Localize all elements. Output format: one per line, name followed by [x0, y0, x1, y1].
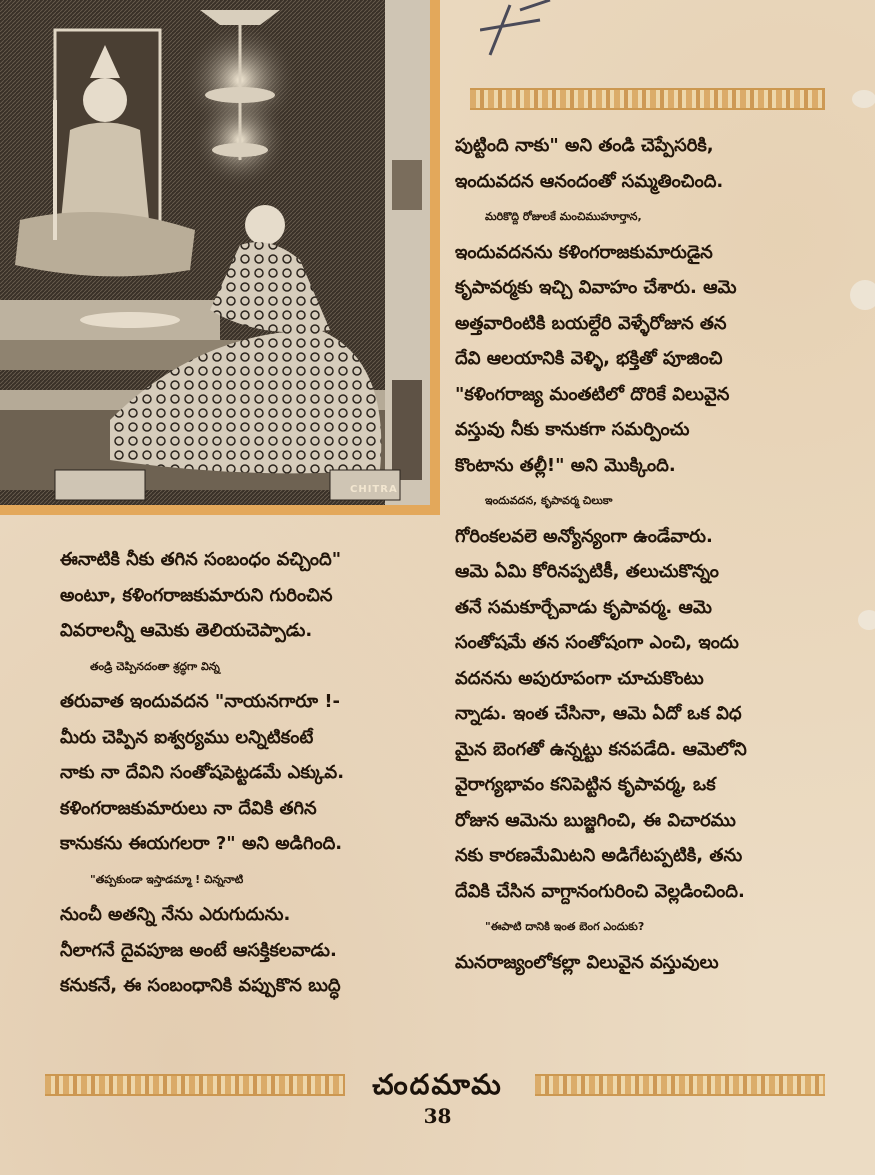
paper-stain: [850, 280, 875, 310]
text-line: "తప్పకుండా ఇస్తాడమ్మా ! చిన్ననాటి: [90, 872, 244, 886]
text-line: గోరింకలవలె అన్యోన్యంగా ఉండేవారు.: [455, 525, 713, 547]
text-line: నుంచీ అతన్ని నేను ఎరుగుదును.: [60, 904, 291, 925]
text-line: తండ్రి చెప్పినదంతా శ్రద్ధగా విన్న: [90, 659, 220, 673]
right-text-column: [455, 128, 825, 980]
text-line: నీలాగనే దైవపూజ అంటే ఆసక్తికలవాడు.: [60, 939, 337, 961]
left-text-column: [60, 542, 440, 1004]
text-line: ఇందువదనను కళింగరాజకుమారుడైన: [455, 241, 713, 263]
text-line: కళింగరాజకుమారులు నా దేవికి తగిన: [60, 797, 317, 819]
text-line: నకు కారణమేమిటని అడిగేటప్పటికి, తను: [455, 845, 743, 866]
text-line: "కళింగరాజ్య మంతటిలో దొరికే విలువైన: [455, 383, 730, 405]
text-line: మీరు చెప్పిన ఐశ్వర్యము లన్నిటికంటే: [60, 726, 314, 748]
story-illustration: [0, 0, 440, 515]
text-line: మనరాజ్యంలోకల్లా విలువైన వస్తువులు: [455, 951, 719, 973]
paper-stain: [852, 90, 875, 108]
handwritten-mark: [480, 0, 560, 70]
text-line: ఆమె ఏమి కోరినప్పటికీ, తలుచుకొన్నం: [455, 561, 719, 582]
text-line: వైరాగ్యభావం కనిపెట్టిన కృపావర్మ, ఒక: [455, 774, 716, 795]
text-line: నాకు నా దేవిని సంతోషపెట్టడమే ఎక్కువ.: [60, 762, 345, 783]
paper-stain: [858, 610, 875, 630]
text-line: వదనను అపురూపంగా చూచుకొంటు: [455, 667, 704, 689]
text-line: ఇందువదన, కృపావర్మ చిలుకా: [485, 494, 613, 507]
text-line: తరువాత ఇందువదన "నాయనగారూ !-: [60, 691, 340, 712]
text-line: తనే సమకూర్చేవాడు కృపావర్మ. ఆమె: [455, 596, 712, 618]
text-line: సంతోషమే తన సంతోషంగా ఎంచి, ఇందు: [455, 632, 739, 653]
top-ornament-band: [470, 88, 825, 110]
text-line: మైన బెంగతో ఉన్నట్టు కనపడేది. ఆమెలోని: [455, 738, 747, 760]
text-line: రోజున ఆమెను బుజ్జగించి, ఈ విచారము: [455, 809, 736, 831]
text-line: కానుకను ఈయగలరా ?" అని అడిగింది.: [60, 833, 343, 854]
page-number: 38: [423, 1104, 452, 1128]
text-line: అంటూ, కళింగరాజకుమారుని గురించిన: [60, 584, 333, 606]
magazine-masthead: చందమామ: [372, 1068, 503, 1101]
text-line: వివరాలన్నీ ఆమెకు తెలియచెప్పాడు.: [60, 620, 313, 641]
text-line: కనుకనే, ఈ సంబంధానికి వప్పుకొన బుద్ధి: [60, 975, 341, 996]
text-line: పుట్టింది నాకు" అని తండి చెప్పేసరికి,: [455, 135, 714, 156]
temple-scene-image: [0, 0, 440, 515]
text-line: "ఈపాటి దానికి ఇంత బెంగ ఎందుకు?: [485, 920, 645, 933]
text-line: అత్తవారింటికి బయల్దేరి వెళ్ళేరోజున తన: [455, 312, 727, 334]
text-line: మరికొద్ది రోజులకే మంచిముహూర్తాన,: [485, 210, 642, 223]
text-line: కృపావర్మకు ఇచ్చి వివాహం చేశారు. ఆమె: [455, 277, 737, 298]
text-line: దేవి ఆలయానికి వెళ్ళి, భక్తితో పూజించి: [455, 348, 723, 369]
text-line: ఇందువదన ఆనందంతో సమ్మతించింది.: [455, 170, 724, 192]
text-line: దేవికి చేసిన వాగ్దానంగురించి వెల్లడించింది.: [455, 880, 745, 902]
illustration-signature: CHITRA: [350, 484, 398, 495]
text-line: కొంటాను తల్లీ!" అని మొక్కింది.: [455, 454, 676, 476]
text-line: వస్తువు నీకు కానుకగా సమర్పించు: [455, 419, 690, 440]
text-line: ఈనాటికి నీకు తగిన సంబంధం వచ్చింది": [60, 549, 342, 570]
text-line: న్నాడు. ఇంత చేసినా, ఆమె ఏదో ఒక విధ: [455, 703, 742, 724]
